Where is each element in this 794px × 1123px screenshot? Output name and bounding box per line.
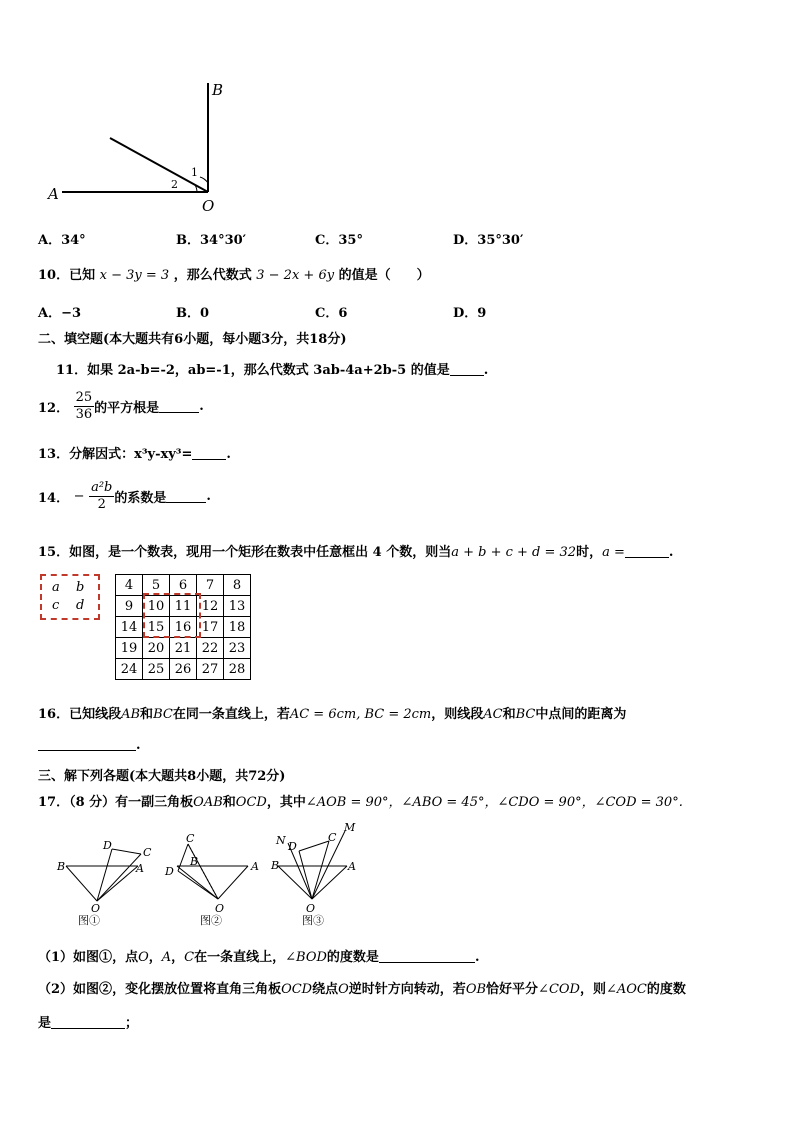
q17-2-circ: ② [99, 982, 113, 997]
q12-denominator: 36 [75, 407, 93, 422]
fig2-label-A: A [251, 860, 259, 873]
q16-answer-line: . [38, 738, 141, 753]
selection-frame [143, 593, 201, 638]
fig3-label-B: B [271, 859, 280, 872]
frame-b: b [76, 580, 85, 595]
question-17-part-2 [38, 978, 686, 997]
fig2-label-C: C [186, 832, 195, 845]
q10-option-c[interactable]: C．6 [315, 306, 348, 321]
q15-expr: a + b + c + d = 32 [451, 545, 577, 560]
q9-option-b[interactable]: B．34°30′ [176, 233, 247, 248]
q17-p2: ，其中 [266, 795, 306, 810]
q9-option-a[interactable]: A．34° [38, 233, 86, 248]
table-cell: 9 [116, 596, 143, 617]
q17-2-p1: （2）如图 [38, 982, 100, 997]
q16-AC: AC [483, 707, 503, 722]
question-13: 13．分解因式：x³y-xy³= . [38, 447, 231, 462]
q17-2-O: O [338, 982, 349, 997]
table-row [116, 659, 251, 680]
q12-text: 的平方根是 [94, 401, 160, 416]
table-cell: 21 [170, 638, 197, 659]
table-cell: 6 [170, 575, 197, 596]
q15-text: 15．如图，是一个数表，现用一个矩形在数表中任意框出 4 个数，则当 [38, 545, 452, 560]
q16-expr: AC = 6cm, BC = 2cm [289, 707, 432, 722]
fig3-label-D: D [288, 840, 297, 853]
q9-option-c[interactable]: C．35° [315, 233, 363, 248]
q14-num: 14． [38, 491, 70, 506]
fig2-label-O: O [215, 902, 225, 915]
figure-caption-3: 图③ [302, 914, 324, 927]
section-2-title: 二、填空题(本大题共有6小题，每小题3分，共18分) [38, 332, 347, 347]
figure-1 [66, 849, 141, 901]
q17-1-p6: 的度数是 [326, 950, 379, 965]
table-cell: 24 [116, 659, 143, 680]
table-row [116, 638, 251, 659]
table-cell: 5 [143, 575, 170, 596]
table-cell: 26 [170, 659, 197, 680]
q17-1-A: A [161, 950, 172, 965]
label-angle-2: 2 [171, 178, 178, 191]
q17-OAB: OAB [193, 795, 223, 810]
fig1-label-A: A [136, 862, 144, 875]
q17-1-answer-blank[interactable] [379, 950, 475, 963]
q17-2-angle-cod: ∠COD [538, 982, 580, 997]
number-table [115, 574, 251, 680]
angle-figure-q9 [40, 75, 240, 215]
abcd-frame [40, 574, 100, 620]
table-cell: 18 [224, 617, 251, 638]
q17-1-p1: （1）如图 [38, 950, 100, 965]
q17-OCD: OCD [235, 795, 267, 810]
fig3-label-N: N [276, 834, 286, 847]
q15-expr2: a = [602, 545, 625, 560]
q15-answer-blank[interactable] [625, 545, 669, 558]
q17-2-OB: OB [465, 982, 487, 997]
q16-and1: 和 [140, 707, 154, 722]
label-angle-1: 1 [191, 166, 198, 179]
q10-suffix: 的值是（ ） [338, 268, 430, 283]
question-12: 12． $\frac{25}{36}$ 的平方根是 . [38, 390, 204, 422]
q17-1-p4: ， [171, 950, 185, 965]
question-11: 11．如果 2a-b=-2，ab=-1，那么代数式 3ab-4a+2b-5 的值是 . [56, 363, 489, 378]
q10-option-b[interactable]: B．0 [176, 306, 210, 321]
label-B: B [212, 81, 224, 99]
q11-text: 11．如果 2a-b=-2，ab=-1，那么代数式 3ab-4a+2b-5 的值是 [56, 363, 450, 378]
label-A: A [48, 185, 59, 203]
table-cell: 16 [170, 617, 197, 638]
table-cell: 15 [143, 617, 170, 638]
q17-2-p6: ，则 [579, 982, 606, 997]
q17-2-answer-blank[interactable] [51, 1016, 125, 1029]
q17-2-p3: 绕点 [312, 982, 339, 997]
table-cell: 4 [116, 575, 143, 596]
q17-and: 和 [222, 795, 236, 810]
q12-num: 12． [38, 401, 70, 416]
q14-fraction [89, 480, 114, 513]
q14-answer-blank[interactable] [166, 490, 206, 503]
table-cell: 19 [116, 638, 143, 659]
table-cell: 14 [116, 617, 143, 638]
question-15: 15．如图，是一个数表，现用一个矩形在数表中任意框出 4 个数，则当a + b + c + d = 32时，a = . [38, 545, 674, 560]
q17-2-p8: 是 [38, 1016, 52, 1031]
q16-p2: 在同一条直线上，若 [172, 707, 290, 722]
q17-1-C: C [184, 950, 195, 965]
fig2-label-B: B [190, 855, 199, 868]
q17-1-p2: ，点 [112, 950, 139, 965]
q16-BC: BC [153, 707, 173, 722]
q17-2-angle-aoc: ∠AOC [605, 982, 647, 997]
fig3-label-O: O [306, 902, 316, 915]
question-17-part-2-cont: 是 ； [38, 1016, 139, 1031]
table-cell: 11 [170, 596, 197, 617]
q12-numerator: 25 [75, 390, 93, 405]
q17-p1: 17．（8 分）有一副三角板 [38, 795, 194, 810]
q17-1-circ: ① [99, 950, 113, 965]
triangle-figures-q17 [50, 823, 370, 933]
table-cell: 25 [143, 659, 170, 680]
fig3-label-A: A [348, 860, 356, 873]
table-cell: 17 [197, 617, 224, 638]
fig3-label-C: C [328, 831, 337, 844]
question-17 [38, 791, 683, 810]
table-cell: 13 [224, 596, 251, 617]
q10-option-a[interactable]: A．−3 [38, 306, 82, 321]
question-16 [38, 703, 626, 722]
frame-a: a [52, 580, 60, 595]
label-O: O [202, 197, 215, 215]
table-cell: 23 [224, 638, 251, 659]
figure-caption-2: 图② [200, 914, 222, 927]
q11-answer-blank[interactable] [450, 363, 484, 376]
fig1-label-O: O [91, 902, 101, 915]
q9-option-d[interactable]: D．35°30′ [453, 233, 524, 248]
table-cell: 27 [197, 659, 224, 680]
fig1-label-B: B [57, 860, 66, 873]
q17-2-OCD: OCD [281, 982, 313, 997]
table-cell: 22 [197, 638, 224, 659]
table-cell: 7 [197, 575, 224, 596]
q17-1-angle: ∠BOD [285, 950, 327, 965]
frame-c: c [52, 598, 60, 613]
q10-expr1: x − 3y = 3 [99, 268, 170, 283]
question-10 [38, 264, 430, 283]
frame-d: d [76, 598, 85, 613]
q17-1-O: O [138, 950, 149, 965]
q12-answer-blank[interactable] [159, 400, 199, 413]
fig2-label-D: D [165, 865, 174, 878]
figure-2 [177, 844, 248, 899]
q15-text2: 时， [576, 545, 603, 560]
q16-p4: 中点间的距离为 [535, 707, 627, 722]
question-14: 14． − $\frac{\text{a²b}}{2}$ 的系数是 . [38, 480, 211, 512]
q12-fraction [74, 390, 95, 423]
q17-2-p2: ，变化摆放位置将直角三角板 [112, 982, 282, 997]
q17-2-p4: 逆时针方向转动，若 [348, 982, 466, 997]
table-cell: 20 [143, 638, 170, 659]
table-cell: 10 [143, 596, 170, 617]
q16-p3: ，则线段 [431, 707, 484, 722]
q14-denominator: 2 [97, 497, 106, 512]
q16-answer-blank[interactable] [38, 738, 136, 751]
q13-text: 13．分解因式：x³y-xy³= [38, 447, 193, 462]
q10-mid: ，那么代数式 [173, 268, 252, 283]
q16-AB: AB [121, 707, 141, 722]
q14-sign: − [73, 489, 85, 504]
q17-2-p7: 的度数 [646, 982, 686, 997]
q17-1-p3: ， [148, 950, 162, 965]
figure-caption-1: 图① [78, 914, 100, 927]
q17-1-p5: 在一条直线上， [194, 950, 286, 965]
table-cell: 12 [197, 596, 224, 617]
q17-conditions: ∠AOB = 90°，∠ABO = 45°，∠CDO = 90°，∠COD = 30°. [305, 795, 683, 810]
q14-numerator: a²b [91, 480, 113, 495]
q10-expr2: 3 − 2x + 6y [256, 268, 335, 283]
fig1-label-C: C [143, 846, 152, 859]
q13-answer-blank[interactable] [192, 447, 226, 460]
table-cell: 8 [224, 575, 251, 596]
question-17-part-1: （1）如图①，点O，A，C在一条直线上，∠BOD的度数是 . [38, 950, 480, 965]
q10-prefix: 10．已知 [38, 268, 96, 283]
q16-and2: 和 [502, 707, 516, 722]
q10-option-d[interactable]: D．9 [453, 306, 487, 321]
q14-text: 的系数是 [114, 491, 167, 506]
table-cell: 28 [224, 659, 251, 680]
q17-2-p5: 恰好平分 [486, 982, 539, 997]
q16-BC2: BC [515, 707, 536, 722]
fig3-label-M: M [344, 823, 356, 834]
q16-p1: 16．已知线段 [38, 707, 122, 722]
section-3-title: 三、解下列各题(本大题共8小题，共72分) [38, 769, 286, 784]
fig1-label-D: D [103, 839, 112, 852]
